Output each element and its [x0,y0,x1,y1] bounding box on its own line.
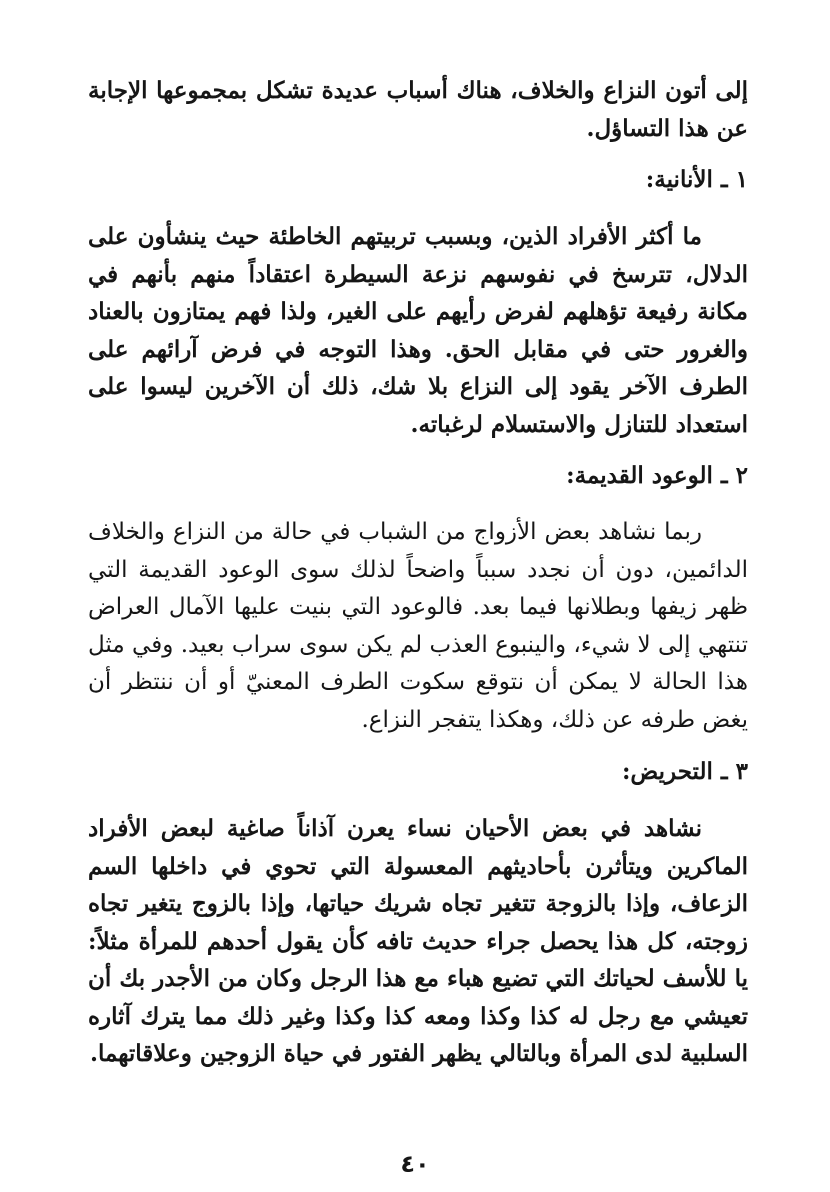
section-heading-incitement: ٣ ـ التحريض: [621,758,748,785]
section-body-incitement: نشاهد في بعض الأحيان نساء يعرن آذاناً صاغية لبعض الأفراد الماكرين ويتأثرن بأحاديثهم المعسولة التي تحوي في داخلها السم الزعاف، وإذا بالزوجة تتغير تجاه شريك حياتها، وإذا بالزوج يتغير تجاه زوجته، كل هذا يحصل جراء حديث تافه كأن يقول أحدهم للمرأة مثلاً: يا للأسف لحياتك التي تضيع هباء مع هذا الرجل وكان من الأجدر بك أن تعيشي مع رجل له كذا وكذا ومعه كذا وكذا وغير ذلك مما يترك آثاره السلبية لدى المرأة وبالتالي يظهر الفتور في حياة الزوجين وعلاقاتهما. [88,815,748,1067]
section-body-old-promises: ربما نشاهد بعض الأزواج من الشباب في حالة من النزاع والخلاف الدائمين، دون أن نجدد سبباً واضحاً لذلك سوى الوعود القديمة التي ظهر زيفها وبطلانها فيما بعد. فالوعود التي بنيت عليها الآمال العراض تنتهي إلى لا شيء، والينبوع العذب لم يكن سوى سراب بعيد. وفي مثل هذا الحالة لا يمكن أن نتوقع سكوت الطرف المعنيّ أو أن ننتظر أن يغض طرفه عن ذلك، وهكذا يتفجر النزاع. [88,519,748,733]
document-page [88,72,748,1073]
intro-paragraph: إلى أتون النزاع والخلاف، هناك أسباب عديدة تشكل بمجموعها الإجابة عن هذا التساؤل. [88,77,748,142]
spacer [88,739,748,753]
spacer [88,443,748,457]
spacer [88,790,748,810]
spacer [88,494,748,514]
section-heading-selfishness: ١ ـ الأنانية: [645,166,748,193]
section-body-selfishness: ما أكثر الأفراد الذين، وبسبب تربيتهم الخاطئة حيث ينشأون على الدلال، تترسخ في نفوسهم نزعة السيطرة اعتقاداً منهم بأنهم في مكانة رفيعة تؤهلهم لفرض رأيهم على الغير، ولذا فهم يمتازون بالعناد والغرور حتى في مقابل الحق. وهذا التوجه في فرض آرائهم على الطرف الآخر يقود إلى النزاع بلا شك، ذلك أن الآخرين ليسوا على استعداد للتنازل والاستسلام لرغباته. [88,223,748,438]
spacer [88,198,748,218]
section-heading-old-promises: ٢ ـ الوعود القديمة: [566,462,748,489]
spacer [88,147,748,161]
page-number: ٤٠ [400,1150,430,1178]
